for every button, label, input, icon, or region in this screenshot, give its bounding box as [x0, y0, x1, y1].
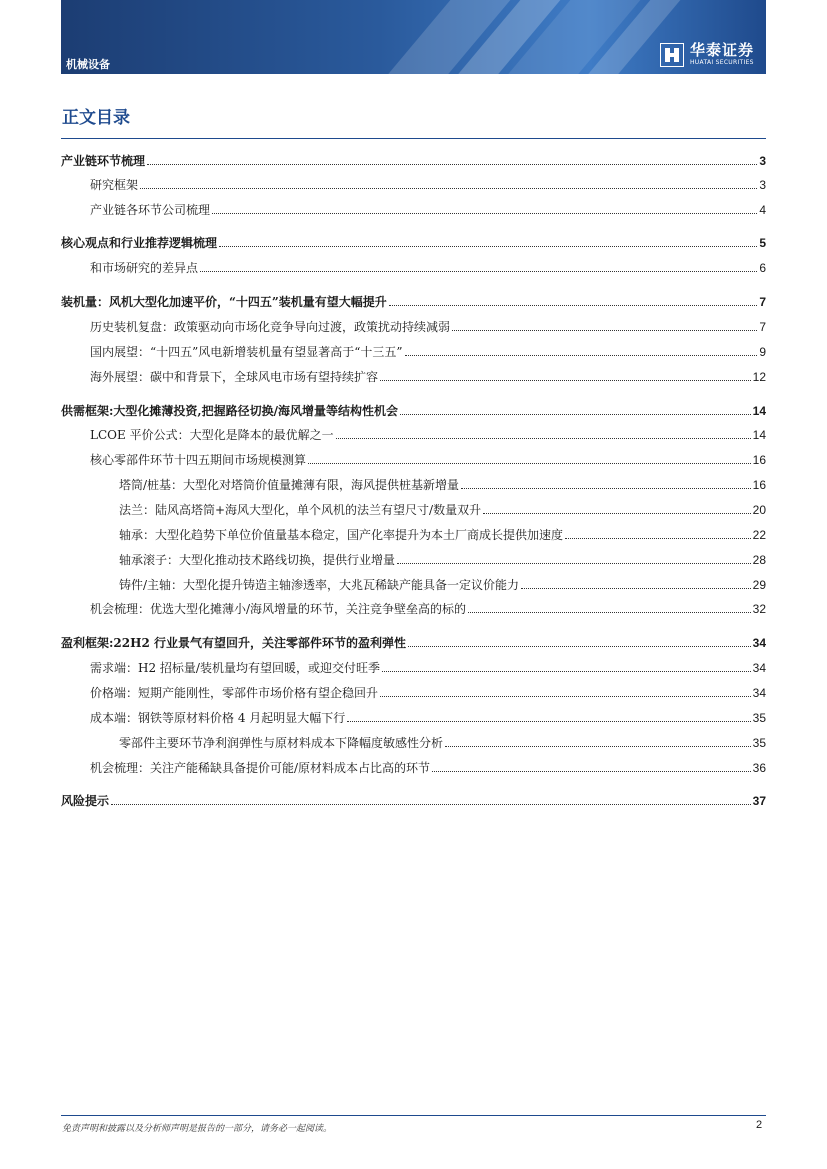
toc-entry-label: LCOE 平价公式：大型化是降本的最优解之一 — [90, 428, 334, 442]
dot-leader — [405, 355, 758, 356]
toc-entry-section[interactable] — [90, 370, 766, 385]
toc-entry-chapter[interactable] — [61, 404, 766, 419]
dot-leader — [200, 271, 757, 272]
toc-entry-label: 铸件/主轴：大型化提升铸造主轴渗透率，大兆瓦稀缺产能具备一定议价能力 — [119, 578, 520, 592]
toc-entry-label: 盈利框架:22H2 行业景气有望回升，关注零部件环节的盈利弹性 — [61, 636, 406, 650]
dot-leader — [380, 380, 751, 381]
toc-entry-page: 4 — [759, 203, 766, 217]
toc-entry-label: 机会梳理：关注产能稀缺具备提价可能/原材料成本占比高的环节 — [90, 761, 431, 775]
toc-entry-page: 20 — [752, 503, 766, 517]
dot-leader — [347, 721, 750, 722]
toc-entry-label: 核心零部件环节十四五期间市场规模测算 — [90, 453, 307, 467]
toc-entry-label: 价格端：短期产能刚性，零部件市场价格有望企稳回升 — [90, 686, 379, 700]
footer-divider — [61, 1115, 766, 1116]
toc-entry-label: 供需框架:大型化摊薄投资,把握路径切换/海风增量等结构性机会 — [61, 404, 398, 418]
toc-entry-page: 12 — [752, 370, 766, 384]
toc-entry-page: 16 — [752, 453, 766, 467]
dot-leader — [382, 671, 751, 672]
dot-leader — [483, 513, 751, 514]
toc-entry-page: 5 — [759, 236, 766, 250]
toc-entry-chapter[interactable] — [61, 154, 766, 169]
toc-entry-label: 法兰：陆风高塔筒+海风大型化，单个风机的法兰有望尺寸/数量双升 — [119, 503, 482, 517]
dot-leader — [140, 188, 757, 189]
toc-entry-label: 风险提示 — [61, 794, 110, 808]
toc-entry-page: 34 — [752, 686, 766, 700]
toc-entry-subsection[interactable] — [119, 478, 766, 493]
toc-entry-label: 塔筒/桩基：大型化对塔筒价值量摊薄有限，海风提供桩基新增量 — [119, 478, 460, 492]
toc-entry-page: 3 — [759, 178, 766, 192]
toc-entry-page: 34 — [752, 661, 766, 675]
toc-entry-page: 22 — [752, 528, 766, 542]
toc-entry-page: 37 — [752, 794, 766, 808]
toc-entry-chapter[interactable] — [61, 236, 766, 251]
toc-entry-page: 9 — [759, 345, 766, 359]
dot-leader — [212, 213, 757, 214]
dot-leader — [521, 588, 751, 589]
toc-entry-page: 3 — [759, 154, 766, 168]
dot-leader — [468, 612, 751, 613]
dot-leader — [397, 563, 751, 564]
toc-entry-section[interactable] — [90, 345, 766, 360]
toc-entry-section[interactable] — [90, 261, 766, 276]
logo-chinese-name: 华泰证券 — [690, 41, 755, 59]
toc-entry-label: 核心观点和行业推荐逻辑梳理 — [61, 236, 218, 250]
toc-entry-label: 海外展望：碳中和背景下，全球风电市场有望持续扩容 — [90, 370, 379, 384]
dot-leader — [111, 804, 751, 805]
toc-divider — [61, 138, 766, 139]
toc-entry-label: 研究框架 — [90, 178, 139, 192]
toc-entry-label: 产业链环节梳理 — [61, 154, 146, 168]
toc-entry-label: 和市场研究的差异点 — [90, 261, 199, 275]
section-label: 机械设备 — [66, 58, 110, 71]
toc-entry-section[interactable] — [90, 320, 766, 335]
dot-leader — [565, 538, 751, 539]
toc-entry-page: 16 — [752, 478, 766, 492]
toc-entry-label: 装机量：风机大型化加速平价，“十四五”装机量有望大幅提升 — [61, 295, 387, 309]
dot-leader — [336, 438, 751, 439]
toc-entry-page: 36 — [752, 761, 766, 775]
toc-entry-section[interactable] — [90, 428, 766, 443]
dot-leader — [380, 696, 751, 697]
toc-entry-label: 产业链各环节公司梳理 — [90, 203, 211, 217]
dot-leader — [147, 164, 757, 165]
toc-entry-page: 14 — [752, 404, 766, 418]
page-number: 2 — [756, 1119, 763, 1131]
dot-leader — [389, 305, 758, 306]
toc-entry-subsection[interactable] — [119, 736, 766, 751]
dot-leader — [452, 330, 757, 331]
dot-leader — [308, 463, 751, 464]
toc-title: 正文目录 — [62, 108, 130, 128]
toc-entry-chapter[interactable] — [61, 636, 766, 651]
toc-entry-section[interactable] — [90, 178, 766, 193]
toc-entry-label: 轴承滚子：大型化推动技术路线切换，提供行业增量 — [119, 553, 396, 567]
toc-entry-label: 零部件主要环节净利润弹性与原材料成本下降幅度敏感性分析 — [119, 736, 444, 750]
toc-entry-label: 历史装机复盘：政策驱动向市场化竞争导向过渡，政策扰动持续减弱 — [90, 320, 451, 334]
dot-leader — [445, 746, 751, 747]
company-logo — [660, 42, 754, 67]
toc-entry-section[interactable] — [90, 761, 766, 776]
dot-leader — [408, 646, 751, 647]
huatai-logo-icon — [660, 43, 684, 67]
toc-entry-section[interactable] — [90, 686, 766, 701]
toc-entry-section[interactable] — [90, 453, 766, 468]
toc-entry-page: 35 — [752, 711, 766, 725]
toc-entry-subsection[interactable] — [119, 553, 766, 568]
logo-english-name: HUATAI SECURITIES — [690, 59, 754, 66]
toc-entry-chapter[interactable] — [61, 295, 766, 310]
toc-entry-section[interactable] — [90, 602, 766, 617]
toc-entry-page: 7 — [759, 295, 766, 309]
dot-leader — [219, 246, 757, 247]
toc-entry-page: 14 — [752, 428, 766, 442]
toc-entry-label: 轴承：大型化趋势下单位价值量基本稳定，国产化率提升为本土厂商成长提供加速度 — [119, 528, 564, 542]
toc-entry-subsection[interactable] — [119, 578, 766, 593]
toc-entry-page: 6 — [759, 261, 766, 275]
toc-entry-page: 7 — [759, 320, 766, 334]
toc-entry-section[interactable] — [90, 711, 766, 726]
toc-entry-page: 35 — [752, 736, 766, 750]
toc-entry-page: 34 — [752, 636, 766, 650]
dot-leader — [400, 414, 751, 415]
footer-disclaimer: 免责声明和披露以及分析师声明是报告的一部分，请务必一起阅读。 — [62, 1124, 333, 1134]
toc-entry-subsection[interactable] — [119, 528, 766, 543]
toc-entry-page: 32 — [752, 602, 766, 616]
toc-entry-subsection[interactable] — [119, 503, 766, 518]
toc-entry-label: 国内展望：“十四五”风电新增装机量有望显著高于“十三五” — [90, 345, 403, 359]
toc-entry-label: 需求端：H2 招标量/装机量均有望回暖，或迎交付旺季 — [90, 661, 380, 675]
toc-entry-section[interactable] — [90, 661, 766, 676]
toc-entry-chapter[interactable] — [61, 794, 766, 809]
toc-entry-page: 28 — [752, 553, 766, 567]
toc-entry-section[interactable] — [90, 203, 766, 218]
dot-leader — [432, 771, 751, 772]
toc-entry-label: 成本端：钢铁等原材料价格 4 月起明显大幅下行 — [90, 711, 346, 725]
toc-entry-label: 机会梳理：优选大型化摊薄小/海风增量的环节，关注竞争壁垒高的标的 — [90, 602, 467, 616]
dot-leader — [461, 488, 751, 489]
toc-entry-page: 29 — [752, 578, 766, 592]
